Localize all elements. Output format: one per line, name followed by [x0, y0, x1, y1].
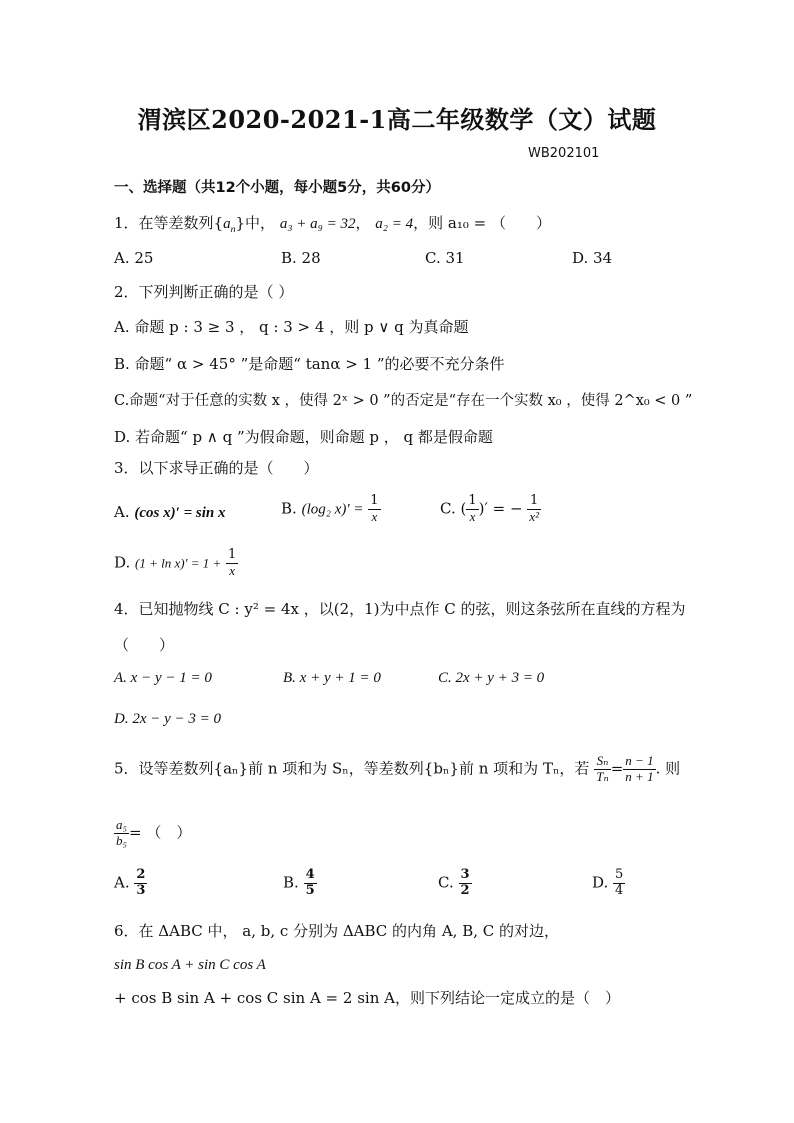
- q4-option-c: C. 2x + y + 3 = 0: [438, 670, 545, 686]
- q5-c-fraction: $\frac{3}{2}$: [460, 867, 470, 898]
- q5-option-b: B. $\frac{4}{5}$: [283, 867, 315, 898]
- q1-pre: 在等差数列: [138, 214, 214, 232]
- q5-d-fraction: $\frac{5}{4}$: [615, 867, 624, 898]
- question-4-stem: 4．已知抛物线 C : y² = 4x ，以(2，1)为中点作 C 的弦，则这条弦所在直线的方程为: [114, 600, 686, 618]
- q1-ask: ，则 a₁₀ = （ ）: [413, 214, 551, 232]
- q5-ask: [114, 818, 191, 849]
- exam-title: 渭滨区2020-2021-1高二年级数学（文）试题: [137, 105, 657, 134]
- q1-option-d: D. 34: [572, 249, 613, 267]
- q1-number: 1．: [114, 214, 139, 232]
- q3-option-c: C. ( $\frac{1}{x}$ )′ = − $\frac{1}{\text{x²}}$: [440, 493, 540, 524]
- q4-option-d: D. 2x − y − 3 = 0: [114, 711, 222, 727]
- q1-condition-2: a₂ = 4: [375, 216, 414, 232]
- q5-ask-text: = （ ）: [129, 823, 192, 842]
- q5-fraction-n: $\frac{n - 1}{n + 1}$: [625, 753, 654, 784]
- section-heading: 一、选择题（共12个小题，每小题5分，共60分）: [114, 180, 440, 196]
- q3-d-label: D.: [114, 553, 131, 572]
- q3-b-expression: (log₂ x)′ =: [301, 501, 364, 518]
- q5-option-c: C. $\frac{3}{2}$: [438, 867, 470, 898]
- q2-option-c: C.命题“对于任意的实数 x ，使得 2ˣ > 0 ”的否定是“存在一个实数 x₀ ，使得 2^x₀ < 0 ”: [114, 393, 693, 409]
- exam-code: WB202101: [528, 146, 600, 161]
- q3-d-fraction: $\frac{1}{x}$: [228, 547, 237, 578]
- q3-option-b: [281, 494, 381, 525]
- q5-pre: 5．设等差数列{aₙ}前 n 项和为 Sₙ，等差数列{bₙ}前 n 项和为 Tₙ，若: [114, 759, 590, 778]
- q5-fraction-s-t: $\frac{\text{Sₙ}}{\text{Tₙ}}$: [596, 753, 609, 784]
- question-6-stem: 6．在 ΔABC 中， a, b, c 分别为 ΔABC 的内角 A, B, C 的对边，: [114, 922, 559, 940]
- q3-c-fraction-2: $\frac{1}{\text{x²}}$: [529, 493, 540, 524]
- q3-a-label: A.: [114, 503, 130, 521]
- q3-c-fraction-1: $\frac{1}{x}$: [468, 493, 477, 524]
- q5-b-fraction: $\frac{4}{5}$: [305, 867, 315, 898]
- q5-a-fraction: $\frac{2}{3}$: [136, 867, 146, 898]
- q6-line-2: sin B cos A + sin C cos A: [114, 957, 266, 973]
- q6-line-3: + cos B sin A + cos C sin A = 2 sin A，则下列结论一定成立的是（ ）: [114, 989, 620, 1007]
- question-2-stem: 2．下列判断正确的是（ ）: [114, 283, 294, 301]
- q3-b-label: B.: [281, 499, 297, 518]
- q4-paren: （ ）: [114, 636, 175, 654]
- q2-option-a: A. 命题 p : 3 ≥ 3 ， q : 3 > 4 ，则 p ∨ q 为真命题: [114, 318, 469, 336]
- q1-option-a: A. 25: [114, 249, 154, 267]
- q3-a-expression: (cos x)′ = sin x: [134, 505, 226, 521]
- q4-option-b: B. x + y + 1 = 0: [283, 670, 381, 686]
- q4-option-a: A. x − y − 1 = 0: [114, 670, 212, 686]
- q3-option-d: [114, 548, 238, 579]
- q2-option-b: B. 命题“ α > 45° ”是命题“ tanα > 1 ”的必要不充分条件: [114, 355, 505, 373]
- q3-c-middle: )′ = −: [478, 499, 523, 518]
- question-1-stem: 1．在等差数列$\{a_n\}$中， a₃ + a₉ = 32， a₂ = 4，则 a₁₀ = （ ）: [114, 214, 551, 235]
- q1-option-c: C. 31: [425, 249, 465, 267]
- q1-condition-1: a₃ + a₉ = 32: [279, 216, 356, 232]
- q3-b-fraction: $\frac{1}{x}$: [370, 493, 379, 524]
- q1-option-b: B. 28: [281, 249, 321, 267]
- question-5-stem: [114, 754, 680, 785]
- q1-mid: 中，: [245, 214, 276, 232]
- q5-equals: =: [610, 759, 624, 778]
- q2-option-d: D. 若命题“ p ∧ q ”为假命题，则命题 p ， q 都是假命题: [114, 428, 493, 446]
- q3-c-label: C.: [440, 499, 456, 518]
- q5-fraction-a-b: $\frac{\text{a₅}}{\text{b₅}}$: [116, 817, 128, 848]
- question-3-stem: 3．以下求导正确的是（ ）: [114, 459, 319, 477]
- q5-option-a: A. $\frac{2}{3}$: [114, 867, 146, 898]
- q3-option-a: [114, 503, 226, 522]
- q5-post: . 则: [655, 759, 681, 778]
- q3-d-expression: (1 + ln x)′ = 1 +: [135, 555, 222, 571]
- q5-option-d: D. $\frac{5}{4}$: [592, 867, 624, 898]
